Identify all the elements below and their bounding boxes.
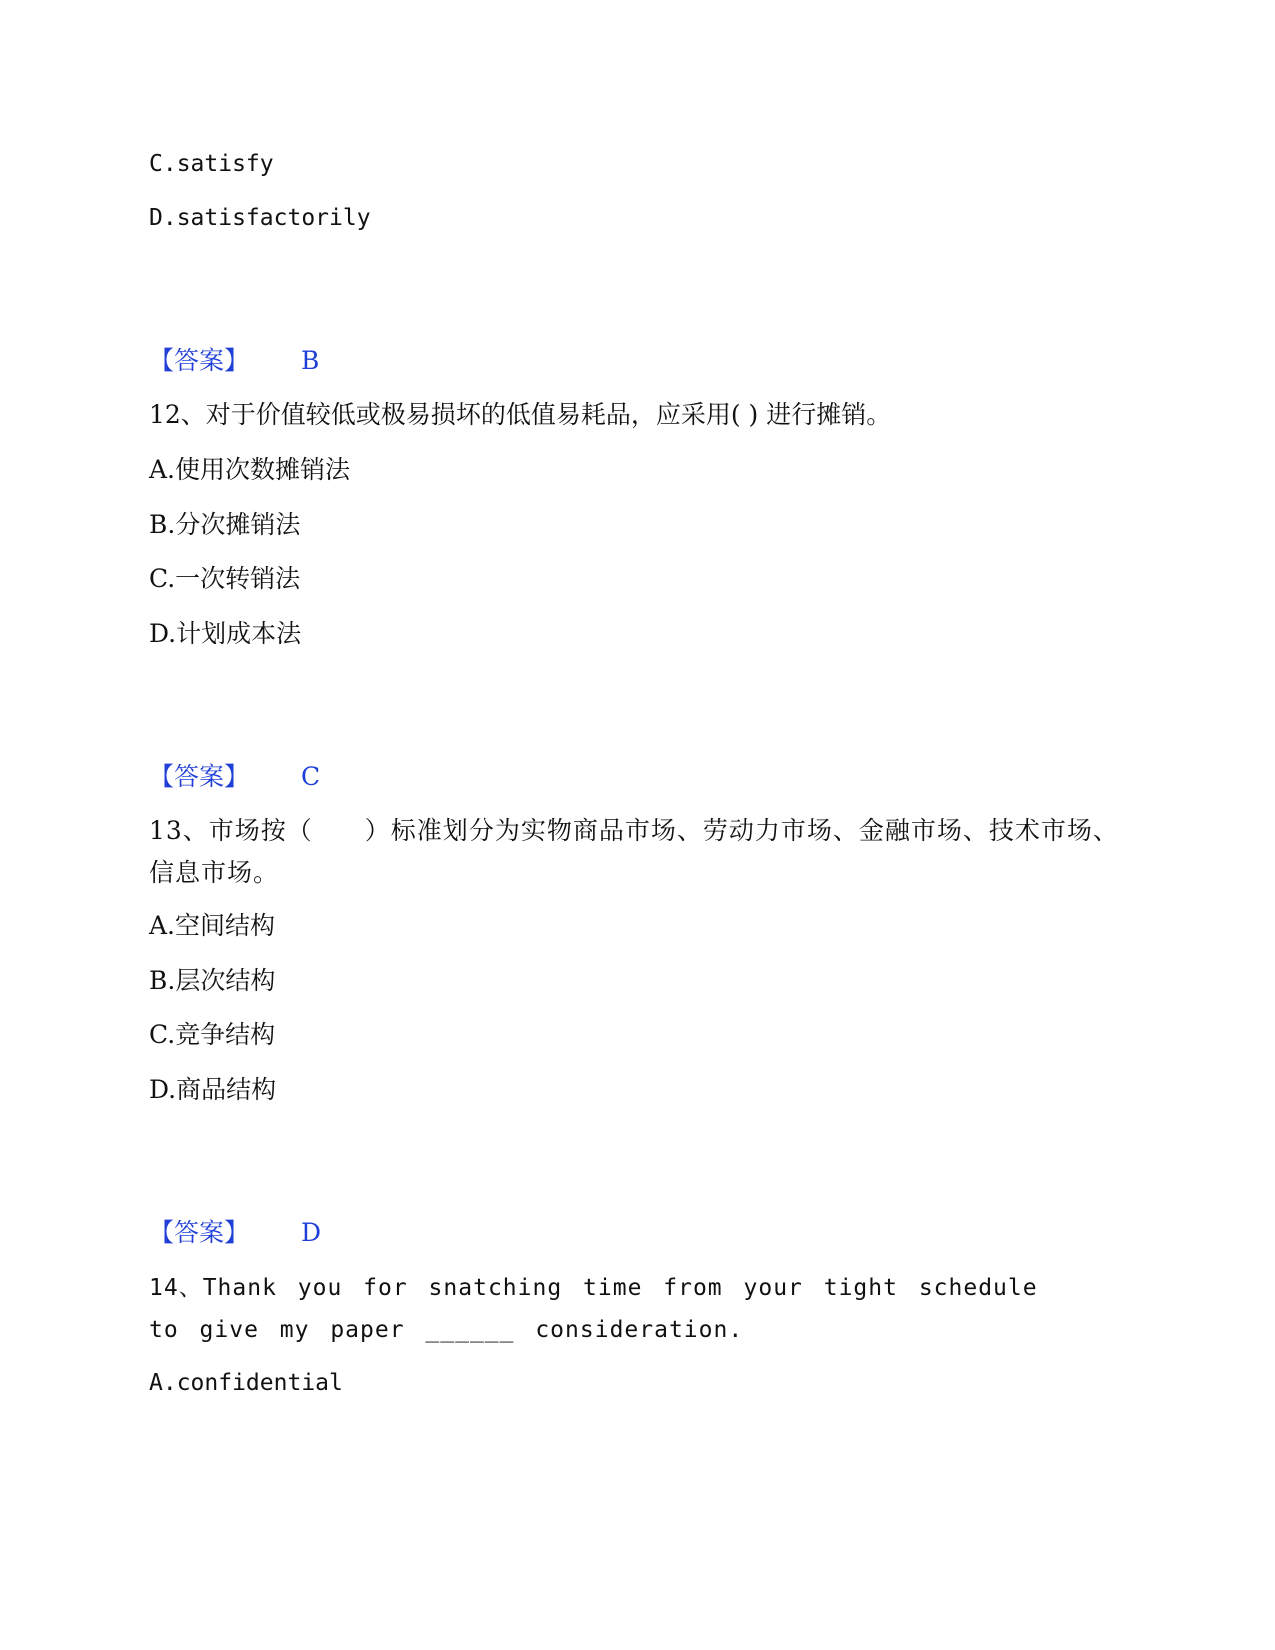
q12-option-d: D.计划成本法 [149, 619, 302, 648]
q12-option-c: C.一次转销法 [149, 564, 301, 593]
q12-option-b: B.分次摊销法 [149, 510, 301, 539]
answer-value: C [301, 762, 321, 791]
q11-option-d: D.satisfactorily [149, 205, 371, 231]
q12-option-a: A.使用次数摊销法 [149, 455, 351, 484]
answer-value: D [301, 1218, 322, 1247]
answer-label: 【答案】 [149, 1218, 250, 1247]
q14-option-a: A.confidential [149, 1370, 343, 1396]
q11-answer [149, 344, 319, 378]
q13-option-c: C.竞争结构 [149, 1020, 276, 1049]
q14-stem: 14、Thank you for snatching time from your tight schedule to give my paper ______ consideration. [149, 1275, 1038, 1343]
q13-option-a: A.空间结构 [149, 911, 276, 940]
q13-option-b: B.层次结构 [149, 966, 276, 995]
q11-option-c: C.satisfy [149, 151, 274, 177]
answer-value: B [301, 346, 320, 375]
q13-answer [149, 1216, 321, 1250]
q12-answer [149, 760, 320, 794]
answer-label: 【答案】 [149, 346, 250, 375]
q13-stem: 13、市场按（ ）标准划分为实物商品市场、劳动力市场、金融市场、技术市场、信息市场。 [149, 816, 1119, 887]
answer-label: 【答案】 [149, 762, 250, 791]
q12-stem: 12、对于价值较低或极易损坏的低值易耗品，应采用( ) 进行摊销。 [149, 400, 892, 429]
q13-option-d: D.商品结构 [149, 1075, 277, 1104]
